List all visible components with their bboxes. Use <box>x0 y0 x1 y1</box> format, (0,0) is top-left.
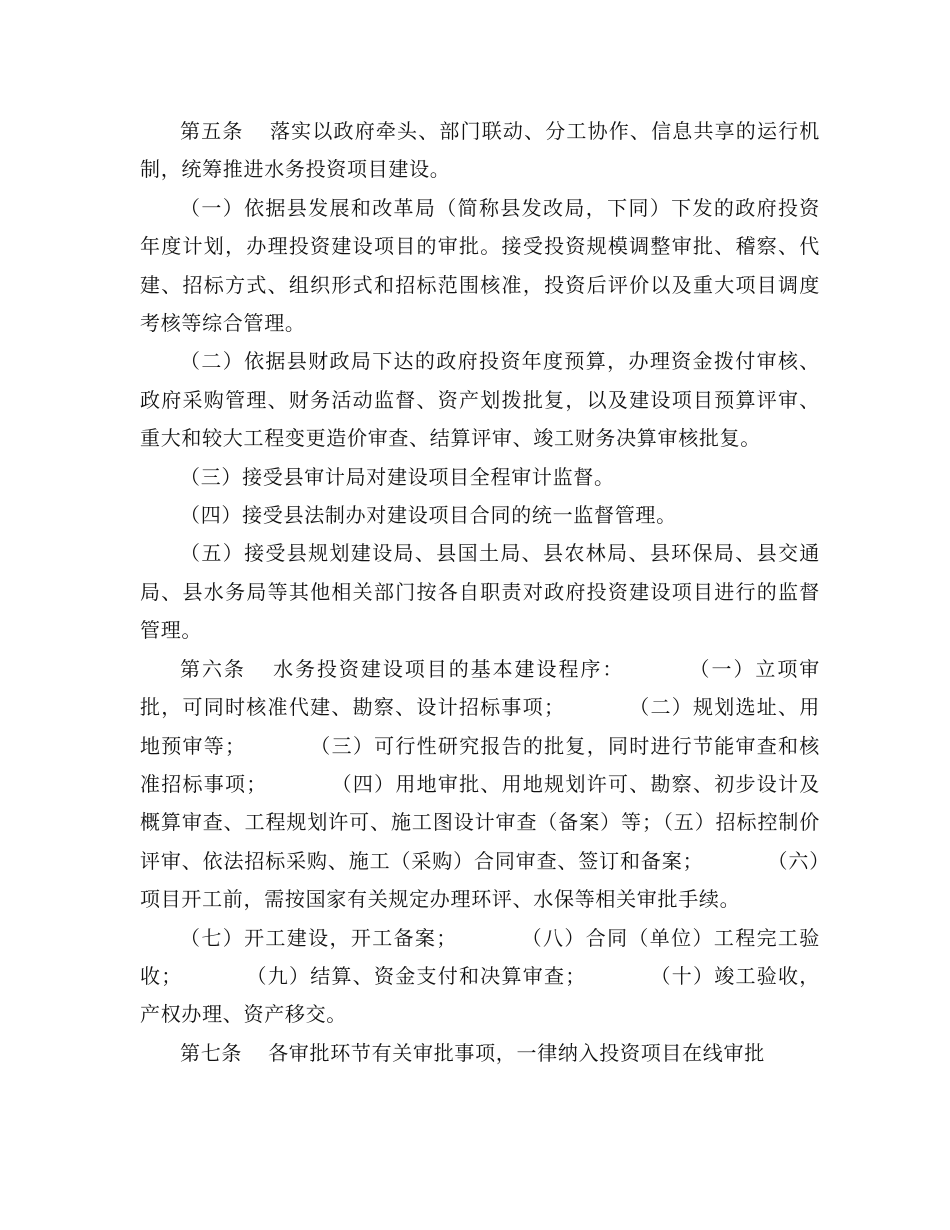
article-6-step-5: （五）招标控制价评审、依法招标采购、施工（采购）合同审查、签订和备案； <box>140 810 820 873</box>
document-body <box>140 112 820 1072</box>
article-6-step-2: （二）规划选址、用地预审等； <box>140 695 820 758</box>
article-6-step-10: （十）竣工验收，产权办理、资产移交。 <box>140 963 820 1027</box>
article-6-heading: 第六条 <box>180 656 246 681</box>
article-7-text: 各审批环节有关审批事项，一律纳入投资项目在线审批 <box>268 1040 765 1065</box>
article-6-paragraph <box>140 650 820 919</box>
article-6-steps-continued <box>140 919 820 1034</box>
article-5-item-1: （一）依据县发展和改革局（简称县发改局，下同）下发的政府投资年度计划，办理投资建设项目的审批。接受投资规模调整审批、稽察、代建、招标方式、组织形式和招标范围核准，投资后评价以及重大项目调度考核等综合管理。 <box>140 195 820 336</box>
article-7-heading: 第七条 <box>180 1040 243 1065</box>
article-6-step-9: （九）结算、资金支付和决算审查； <box>245 963 586 988</box>
article-6-step-8: （八）合同（单位）工程完工验收； <box>140 925 820 988</box>
article-6-step-6: （六）项目开工前，需按国家有关规定办理环评、水保等相关审批手续。 <box>140 848 820 912</box>
article-5-item-2: （二）依据县财政局下达的政府投资年度预算，办理资金拨付审核、政府采购管理、财务活动监督、资产划拨批复，以及建设项目预算评审、重大和较大工程变更造价审查、结算评审、竣工财务决算审核批复。 <box>140 349 820 451</box>
article-5-text: 落实以政府牵头、部门联动、分工协作、信息共享的运行机制，统筹推进水务投资项目建设。 <box>140 119 821 182</box>
article-5-item-5: （五）接受县规划建设局、县国土局、县农林局、县环保局、县交通局、县水务局等其他相关部门按各自职责对政府投资建设项目进行的监督管理。 <box>140 541 820 643</box>
article-7-paragraph <box>140 1034 820 1072</box>
article-5-paragraph <box>140 112 820 189</box>
article-6-step-7: （七）开工建设，开工备案； <box>180 925 457 950</box>
article-5-item-4: （四）接受县法制办对建设项目合同的统一监督管理。 <box>180 503 677 528</box>
article-6-text: 水务投资建设项目的基本建设程序： <box>271 656 625 681</box>
article-6-step-4: （四）用地审批、用地规划许可、勘察、初步设计及概算审查、工程规划许可、施工图设计审查（备案）等； <box>140 771 821 835</box>
article-5-item-3: （三）接受县审计局对建设项目全程审计监督。 <box>180 464 615 489</box>
article-5-heading: 第五条 <box>180 119 244 143</box>
article-6-step-1: （一）立项审批，可同时核准代建、勘察、设计招标事项； <box>140 656 821 720</box>
article-6-step-3: （三）可行性研究报告的批复，同时进行节能审查和核准招标事项； <box>140 733 820 796</box>
